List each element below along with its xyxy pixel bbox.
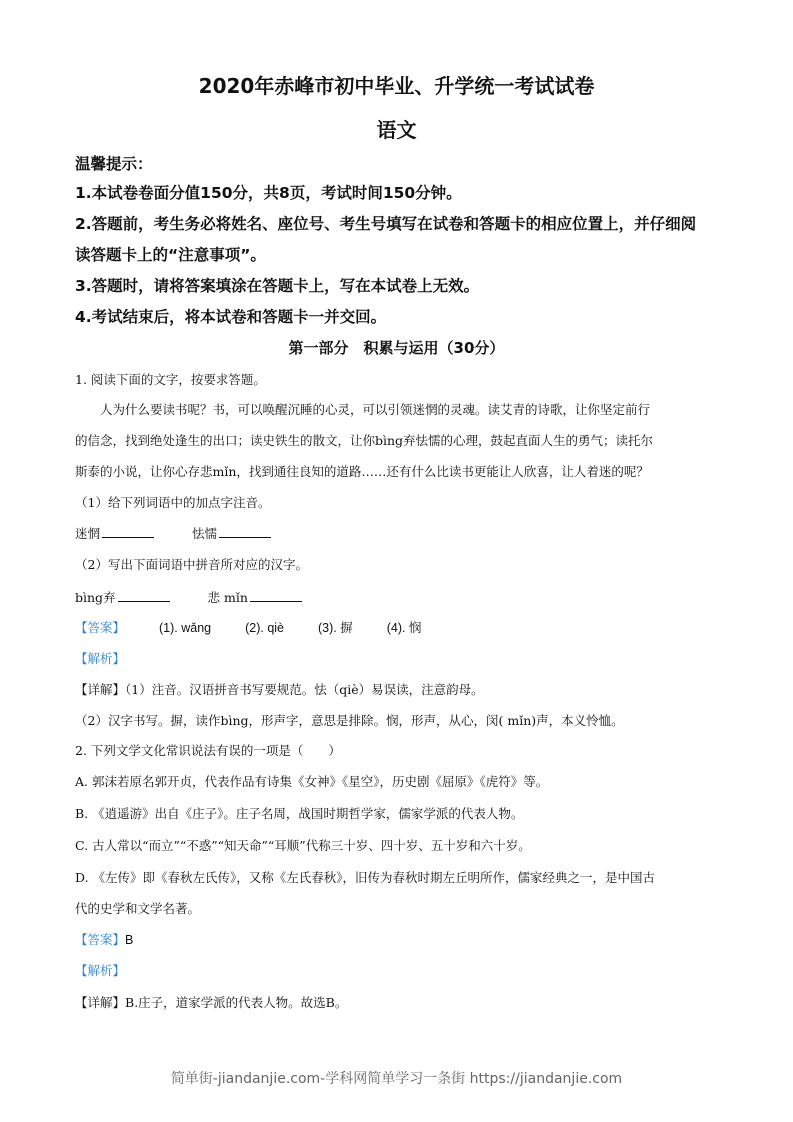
tip-item: 1.本试卷卷面分值150分，共8页，考试时间150分钟。 <box>75 184 462 202</box>
answer-tag: 【答案】 <box>75 932 126 947</box>
q1-sub1-words <box>75 523 725 544</box>
q1-sub1: （1）给下列词语中的加点字注音。 <box>75 495 271 510</box>
answer-blank <box>250 587 302 602</box>
subject-title: 语文 <box>376 118 417 142</box>
exam-title: 2020年赤峰市初中毕业、升学统一考试试卷 <box>198 74 595 98</box>
q1-stem: 1. 阅读下面的文字，按要求答题。 <box>75 372 266 387</box>
q1-sub2: （2）写出下面词语中拼音所对应的汉字。 <box>75 557 308 572</box>
tip-item: 3.答题时，请将答案填涂在答题卡上，写在本试卷上无效。 <box>75 277 480 295</box>
answer-blank <box>102 523 154 538</box>
word-2: 怯懦 <box>191 526 217 541</box>
detail-tag: 【详解】 <box>75 995 126 1010</box>
answer-blank <box>219 523 271 538</box>
tip-item: 2.答题前，考生务必将姓名、座位号、考生号填写在试卷和答题卡的相应位置上，并仔细阅 <box>75 215 697 233</box>
word-4: 悲 mǐn <box>207 590 248 605</box>
footer-watermark: 简单街-jiandanjie.com-学科网简单学习一条街 https://jiandanjie.com <box>170 1071 623 1087</box>
q2-answer-row <box>75 930 725 950</box>
detail-tag: 【详解】 <box>75 682 126 697</box>
tips-heading: 温馨提示： <box>75 155 153 173</box>
answer-item: (1). wǎng <box>159 621 212 635</box>
analysis-tag: 【解析】 <box>75 651 126 666</box>
q2-option-b: B. 《逍遥游》出自《庄子》。庄子名周，战国时期哲学家，儒家学派的代表人物。 <box>75 806 524 821</box>
q2-detail <box>75 993 725 1013</box>
section-heading: 第一部分 积累与运用（30分） <box>288 339 505 357</box>
answer-item: (3). 摒 <box>317 621 353 635</box>
q1-passage-line: 斯泰的小说，让你心存悲mǐn，找到通往良知的道路……还有什么比读书更能让人欣喜，让人着迷的呢？ <box>75 464 649 479</box>
q1-detail-1 <box>75 680 725 700</box>
answer-blank <box>118 587 170 602</box>
analysis-tag: 【解析】 <box>75 963 126 978</box>
answer-value: B <box>125 933 134 947</box>
tip-item: 4.考试结束后，将本试卷和答题卡一并交回。 <box>75 308 387 326</box>
q1-answer-row <box>75 618 725 638</box>
q2-option-d-cont: 代的史学和文学名著。 <box>75 901 201 916</box>
answer-item: (2). qiè <box>245 621 284 635</box>
q2-option-a: A. 郭沫若原名郭开贞，代表作品有诗集《女神》《星空》，历史剧《屈原》《虎符》等。 <box>75 774 549 789</box>
detail-text: （1）注音。汉语拼音书写要规范。怯（qiè）易误读，注意韵母。 <box>125 682 484 697</box>
q2-stem: 2. 下列文学文化常识说法有误的一项是（ ） <box>75 743 341 758</box>
q1-detail-2: （2）汉字书写。摒，读作bìng，形声字，意思是排除。悯，形声，从心，闵( mǐn)声，本义怜恤。 <box>75 713 624 728</box>
q1-passage-line: 人为什么要读书呢？书，可以唤醒沉睡的心灵，可以引领迷惘的灵魂。读艾青的诗歌，让你坚定前行 <box>100 402 651 417</box>
word-1: 迷惘 <box>75 526 101 541</box>
q1-passage-line: 的信念，找到绝处逢生的出口；读史铁生的散文，让你bìng弃怯懦的心理，鼓起直面人生的勇气；读托尔 <box>75 433 654 448</box>
tip-item: 读答题卡上的“注意事项”。 <box>75 246 266 264</box>
answer-item: (4). 悯 <box>386 621 422 635</box>
word-3: bìng弃 <box>75 590 116 605</box>
q2-option-d: D. 《左传》即《春秋左氏传》，又称《左氏春秋》，旧传为春秋时期左丘明所作，儒家经典之一，是中国古 <box>75 870 656 885</box>
q2-option-c: C. 古人常以“而立”“不惑”“知天命”“耳顺”代称三十岁、四十岁、五十岁和六十岁。 <box>75 838 531 853</box>
answer-tag: 【答案】 <box>75 620 126 635</box>
detail-text: B.庄子，道家学派的代表人物。故选B。 <box>125 995 348 1010</box>
q1-sub2-words <box>75 587 725 608</box>
